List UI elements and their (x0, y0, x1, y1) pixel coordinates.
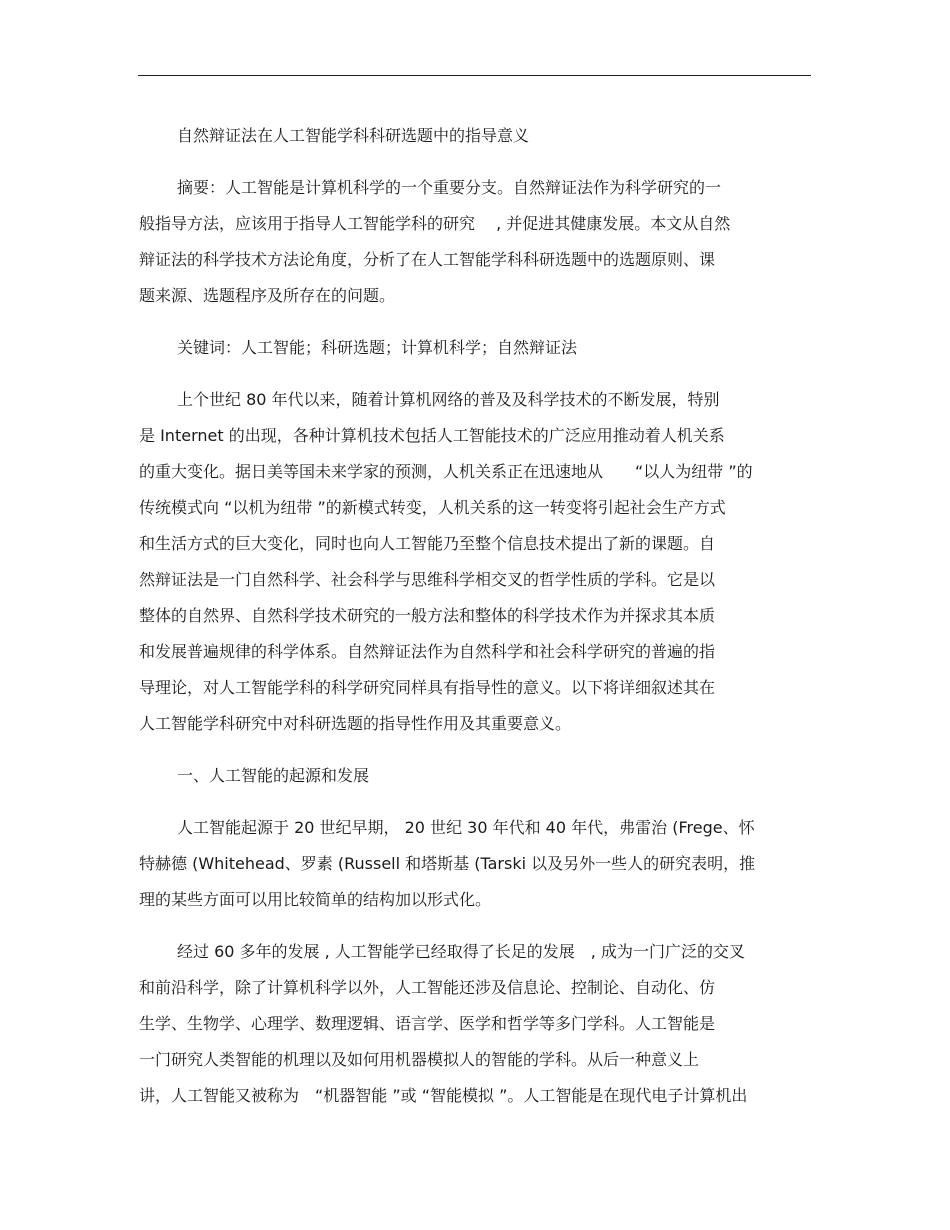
intro-line: 然辩证法是一门自然科学、社会科学与思维科学相交叉的哲学性质的学科。它是以 (139, 570, 716, 589)
origin-line: 人工智能起源于 20 世纪早期， 20 世纪 30 年代和 40 年代，弗雷治 (Frege、怀 (177, 818, 755, 837)
intro-line: 和发展普遍规律的科学体系。自然辩证法作为自然科学和社会科学研究的普遍的指 (139, 642, 716, 661)
abstract-paragraph (139, 170, 811, 314)
intro-line: 的重大变化。据日美等国未来学家的预测，人机关系正在迅速地从 “以人为纽带 ”的 (139, 462, 753, 481)
origin-line: 特赫德 (Whitehead、罗素 (Russell 和塔斯基 (Tarski 以及另外一些人的研究表明，推 (139, 854, 756, 873)
development-line: 和前沿科学，除了计算机科学以外，人工智能还涉及信息论、控制论、自动化、仿 (139, 978, 716, 997)
intro-line: 导理论，对人工智能学科的科学研究同样具有指导性的意义。以下将详细叙述其在 (139, 678, 716, 697)
abstract-line: 题来源、选题程序及所存在的问题。 (139, 286, 396, 305)
development-line: 经过 60 多年的发展 , 人工智能学已经取得了长足的发展 , 成为一门广泛的交叉 (177, 942, 745, 961)
paragraph-gap (139, 918, 811, 934)
intro-line: 传统模式向 “以机为纽带 ”的新模式转变，人机关系的这一转变将引起社会生产方式 (139, 498, 726, 517)
abstract-line: 般指导方法，应该用于指导人工智能学科的研究 , 并促进其健康发展。本文从自然 (139, 214, 731, 233)
paragraph-gap (139, 742, 811, 758)
paragraph-gap (139, 154, 811, 170)
keywords-line: 关键词：人工智能；科研选题；计算机科学；自然辩证法 (177, 338, 578, 357)
paragraph-gap (139, 314, 811, 330)
header-rule (138, 75, 811, 76)
development-paragraph (139, 934, 811, 1114)
paragraph-gap (139, 794, 811, 810)
section-heading: 一、人工智能的起源和发展 (177, 766, 370, 785)
development-line: 生学、生物学、心理学、数理逻辑、语言学、医学和哲学等多门学科。人工智能是 (139, 1014, 716, 1033)
document-title: 自然辩证法在人工智能学科科研选题中的指导意义 (177, 126, 530, 145)
intro-line: 整体的自然界、自然科学技术研究的一般方法和整体的科学技术作为并探求其本质 (139, 606, 716, 625)
development-line: 一门研究人类智能的机理以及如何用机器模拟人的智能的学科。从后一种意义上 (139, 1050, 700, 1069)
document-body (139, 118, 811, 1114)
intro-paragraph (139, 382, 811, 742)
paragraph-gap (139, 366, 811, 382)
development-line: 讲，人工智能又被称为 “机器智能 ”或 “智能模拟 ”。人工智能是在现代电子计算机出 (139, 1086, 748, 1105)
intro-line: 人工智能学科研究中对科研选题的指导性作用及其重要意义。 (139, 714, 572, 733)
abstract-line: 辩证法的科学技术方法论角度，分析了在人工智能学科科研选题中的选题原则、课 (139, 250, 716, 269)
intro-line: 是 Internet 的出现，各种计算机技术包括人工智能技术的广泛应用推动着人机关系 (139, 426, 725, 445)
abstract-line: 摘要：人工智能是计算机科学的一个重要分支。自然辩证法作为科学研究的一 (177, 178, 722, 197)
origin-line: 理的某些方面可以用比较简单的结构加以形式化。 (139, 890, 492, 909)
intro-line: 和生活方式的巨大变化，同时也向人工智能乃至整个信息技术提出了新的课题。自 (139, 534, 716, 553)
origin-paragraph (139, 810, 811, 918)
intro-line: 上个世纪 80 年代以来，随着计算机网络的普及及科学技术的不断发展，特别 (177, 390, 720, 409)
